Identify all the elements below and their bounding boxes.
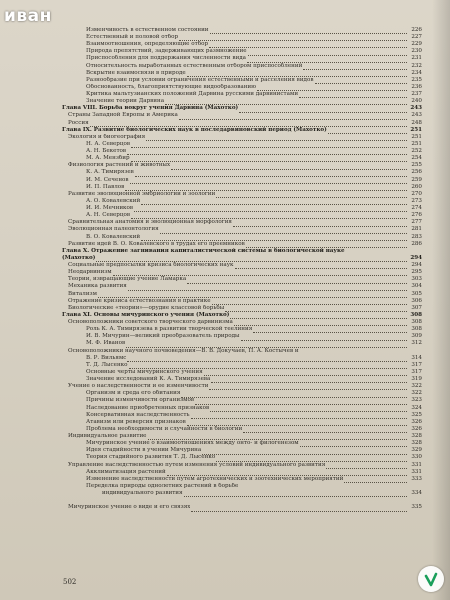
- toc-entry-title: Отражение кризиса естествознания в практике: [68, 297, 211, 304]
- toc-entry: [62, 162, 422, 169]
- toc-entry: [62, 234, 422, 241]
- toc-entry: [62, 469, 422, 476]
- toc-leader-dots: [211, 377, 407, 383]
- toc-entry: [62, 27, 422, 34]
- toc-entry: [62, 497, 422, 504]
- toc-entry: [62, 440, 422, 447]
- toc-leader-dots: [179, 114, 407, 120]
- toc-entry-page: 270: [411, 190, 422, 197]
- toc-entry: [62, 77, 422, 84]
- toc-entry-title: И. И. Мечников: [86, 205, 134, 212]
- toc-entry-page: 226: [411, 26, 422, 33]
- toc-entry: [62, 426, 422, 433]
- toc-entry: [62, 390, 422, 397]
- toc-entry: [62, 447, 422, 454]
- toc-entry: [62, 326, 422, 333]
- toc-entry-page: 331: [411, 461, 422, 468]
- toc-entry: [62, 376, 422, 383]
- toc-entry-page: 314: [411, 354, 422, 361]
- toc-leader-dots: [187, 278, 407, 284]
- toc-entry: [62, 291, 422, 298]
- toc-entry-page: 325: [411, 411, 422, 418]
- toc-entry-page: 312: [411, 340, 422, 347]
- toc-entry-page: 307: [411, 304, 422, 311]
- toc-leader-dots: [127, 149, 407, 155]
- toc-entry-title: Изменение наследственности путем агротехнических и зоотехнических мероприятий: [86, 475, 344, 482]
- toc-entry: [62, 113, 422, 120]
- toc-entry-page: 308: [410, 311, 422, 318]
- toc-entry: [62, 63, 422, 70]
- toc-entry: [62, 462, 422, 469]
- toc-entry-title: Эволюционная палеонтология: [68, 226, 159, 233]
- toc-entry-title: Учение о наследственности и ее изменчивости: [68, 383, 209, 390]
- toc-entry: [62, 105, 422, 112]
- toc-entry-page: 252: [411, 148, 422, 155]
- toc-entry-page: 322: [411, 383, 422, 390]
- toc-entry-title: Мичуринское учение о взаимоотношениях между онто- и филогенезом: [86, 440, 299, 447]
- toc-entry-title: Значение теории Дарвина: [86, 98, 165, 105]
- toc-entry-title: Природа препятствий, задерживающих размножение: [86, 48, 247, 55]
- toc-entry-page: 229: [411, 41, 422, 48]
- toc-entry-page: 317: [411, 368, 422, 375]
- toc-entry-page: 304: [411, 283, 422, 290]
- toc-entry-title: Основоположники научного почвоведения—В. В. Докучаев, П. А. Костычев и: [68, 347, 299, 354]
- toc-leader-dots: [204, 370, 407, 376]
- toc-entry-title: Относительность выработанных естественным отбором приспособлений: [86, 62, 303, 69]
- toc-entry-page: 235: [411, 76, 422, 83]
- toc-entry-page: 274: [411, 205, 422, 212]
- page-number: 502: [63, 578, 77, 586]
- toc-entry: [62, 405, 422, 412]
- toc-entry-title: Механика развития: [68, 283, 127, 290]
- toc-entry-title: Мичуринское учение о виде и его связях: [68, 504, 191, 511]
- toc-entry: [62, 276, 422, 283]
- toc-leader-dots: [235, 263, 408, 269]
- toc-entry: [62, 56, 422, 63]
- toc-entry-title: А. О. Ковалевский: [86, 197, 141, 204]
- toc-entry-page: 333: [411, 475, 422, 482]
- toc-entry-page: 306: [411, 297, 422, 304]
- toc-entry-title: Биологические «теории»—орудие классовой борьбы: [68, 304, 225, 311]
- toc-entry-page: 305: [411, 290, 422, 297]
- toc-entry-page: 322: [411, 390, 422, 397]
- toc-entry-title: Глава X. Отражение загнивания капиталистической системы в биологической науке: [62, 247, 345, 254]
- toc-entry-title: индивидуального развития: [102, 490, 183, 497]
- toc-entry-title: Развитие эволюционной эмбриологии и зоологии: [68, 190, 216, 197]
- toc-leader-dots: [131, 156, 407, 162]
- toc-entry: [62, 34, 422, 41]
- toc-leader-dots: [209, 384, 407, 390]
- toc-entry-title: Причины изменчивости организмов: [86, 397, 195, 404]
- toc-entry-page: 251: [411, 133, 422, 140]
- toc-entry-page: 317: [411, 361, 422, 368]
- toc-entry: [62, 476, 422, 483]
- toc-entry: [62, 483, 422, 490]
- toc-entry-title: Взаимоотношения, определяющие отбор: [86, 41, 209, 48]
- toc-entry: [62, 248, 422, 255]
- toc-leader-dots: [202, 449, 407, 455]
- toc-leader-dots: [181, 392, 407, 398]
- toc-entry-title: Переделка природы однолетних растений в борьбе: [86, 482, 239, 489]
- toc-entry-title: Приспособления для поддержания численности вида: [86, 55, 246, 62]
- toc-entry-page: 230: [411, 48, 422, 55]
- toc-entry-page: 286: [411, 240, 422, 247]
- toc-entry-page: 227: [411, 34, 422, 41]
- toc-entry-page: 273: [411, 197, 422, 204]
- toc-entry-title: Т. Д. Лысенко: [86, 361, 128, 368]
- toc-leader-dots: [234, 320, 407, 326]
- toc-entry: [62, 84, 422, 91]
- toc-entry-page: 334: [411, 490, 422, 497]
- toc-entry-page: 326: [411, 418, 422, 425]
- toc-entry-page: 328: [411, 440, 422, 447]
- toc-entry-page: 251: [410, 126, 422, 133]
- page-edge-shadow: [432, 0, 450, 600]
- toc-entry-title: Глава IX. Развитие биологических наук в последарвиновский период (Махотко): [62, 126, 327, 133]
- toc-entry-title: Глава XI. Основы мичуринского учения (Махотко): [62, 311, 230, 318]
- toc-entry-page: 248: [411, 119, 422, 126]
- toc-entry-page: 308: [411, 319, 422, 326]
- toc-entry-page: 326: [411, 425, 422, 432]
- toc-entry-title: М. А. Мензбир: [86, 155, 130, 162]
- toc-entry-page: 295: [411, 269, 422, 276]
- toc-entry-title: Управление наследственностью путем изменения условий индивидуального развития: [68, 461, 326, 468]
- toc-leader-dots: [141, 199, 407, 205]
- toc-entry-page: 254: [411, 155, 422, 162]
- watermark-logo: иван: [4, 6, 52, 26]
- toc-leader-dots: [160, 228, 407, 234]
- toc-entry-page: 328: [411, 433, 422, 440]
- toc-entry-page: 276: [411, 212, 422, 219]
- toc-entry: [62, 205, 422, 212]
- toc-entry: [62, 433, 422, 440]
- toc-entry-page: 260: [411, 183, 422, 190]
- toc-entry-title: Роль К. А. Тимирязева в развитии творческой теелиния: [86, 326, 253, 333]
- toc-entry-page: 331: [411, 468, 422, 475]
- toc-entry: [62, 341, 422, 348]
- toc-entry-page: 281: [411, 226, 422, 233]
- toc-entry: [62, 127, 422, 134]
- toc-leader-dots: [128, 285, 407, 291]
- toc-entry: [62, 398, 422, 405]
- toc-entry-page: 303: [411, 276, 422, 283]
- toc-leader-dots: [131, 142, 407, 148]
- toc-leader-dots: [127, 356, 407, 362]
- toc-entry-page: 236: [411, 83, 422, 90]
- toc-entry-title: А. Н. Северцов: [86, 212, 130, 219]
- toc-entry: [62, 155, 422, 162]
- toc-entry-title: Консервативная наследственность: [86, 411, 190, 418]
- toc-entry-title: Индивидуальное развитие: [68, 433, 147, 440]
- toc-leader-dots: [191, 506, 407, 512]
- toc-entry-page: 319: [411, 376, 422, 383]
- toc-entry: [62, 504, 422, 511]
- toc-leader-dots: [225, 306, 407, 312]
- toc-entry: [62, 148, 422, 155]
- toc-entry-title: Основоположники советского творческого дарвинизма: [68, 319, 233, 326]
- toc-entry-title: Разнообразие при условии ограничения естественными и расселения видов: [86, 76, 314, 83]
- toc-entry: [62, 383, 422, 390]
- toc-entry: [62, 241, 422, 248]
- toc-leader-dots: [241, 335, 408, 341]
- toc-entry-title: В. О. Ковалевский: [86, 233, 141, 240]
- toc-entry: [62, 177, 422, 184]
- toc-entry: [62, 455, 422, 462]
- toc-leader-dots: [216, 192, 407, 198]
- toc-leader-dots: [191, 413, 407, 419]
- toc-leader-dots: [210, 28, 407, 34]
- toc-entry-title: М. Ф. Иванов: [86, 340, 126, 347]
- toc-entry-title: Экология и биогеография: [68, 133, 146, 140]
- toc-entry: [62, 419, 422, 426]
- toc-entry: [62, 355, 422, 362]
- toc-entry-title: А. Н. Бекетов: [86, 148, 127, 155]
- toc-entry-page: 255: [411, 162, 422, 169]
- toc-entry: [62, 198, 422, 205]
- toc-entry-title: И. В. Мичурин—великий преобразователь природы: [86, 333, 240, 340]
- toc-entry-title: Изменчивость в естественном состоянии: [86, 26, 209, 33]
- table-of-contents: [62, 27, 422, 512]
- toc-leader-dots: [303, 64, 407, 70]
- toc-leader-dots: [135, 171, 407, 177]
- toc-entry-page: 324: [411, 404, 422, 411]
- toc-entry-title: Сравнительная анатомия и эволюционная морфология: [68, 219, 232, 226]
- toc-entry: [62, 219, 422, 226]
- toc-entry-title: Россия: [68, 119, 89, 126]
- toc-entry: [62, 319, 422, 326]
- toc-entry-page: 240: [411, 98, 422, 105]
- toc-leader-dots: [146, 135, 407, 141]
- toc-entry-page: 335: [411, 504, 422, 511]
- toc-entry: [62, 412, 422, 419]
- toc-entry-page: 308: [411, 326, 422, 333]
- toc-entry: [62, 48, 422, 55]
- toc-entry-page: 283: [411, 233, 422, 240]
- toc-entry-title: Наследование приобретенных признаков: [86, 404, 210, 411]
- toc-entry-title: Критика мальтузианских положений Дарвина русскими дарвинистами: [86, 91, 299, 98]
- toc-entry-title: Проблема необходимости и случайности в биологии: [86, 425, 243, 432]
- toc-entry: [62, 212, 422, 219]
- bazar-logo-icon: [418, 566, 444, 592]
- toc-entry-title: В. Р. Вильямс: [86, 354, 127, 361]
- toc-entry-page: 232: [411, 62, 422, 69]
- toc-entry: [62, 255, 422, 262]
- toc-entry: [62, 70, 422, 77]
- toc-entry-page: 251: [411, 140, 422, 147]
- toc-leader-dots: [248, 50, 407, 56]
- toc-entry: [62, 134, 422, 141]
- toc-entry: [62, 305, 422, 312]
- toc-entry-page: 259: [411, 176, 422, 183]
- toc-leader-dots: [243, 427, 407, 433]
- toc-entry: [62, 184, 422, 191]
- toc-entry: [62, 262, 422, 269]
- toc-entry-title: Атавизм или реверсия признаков: [86, 418, 186, 425]
- toc-entry: [62, 333, 422, 340]
- toc-entry-page: 256: [411, 169, 422, 176]
- toc-entry: [62, 284, 422, 291]
- toc-entry-title: Вскрытие взаимосвязи в природе: [86, 69, 186, 76]
- toc-leader-dots: [171, 164, 407, 170]
- toc-entry: [62, 269, 422, 276]
- toc-entry-title: Глава VIII. Борьба вокруг учения Дарвина (Махотко): [62, 105, 239, 112]
- toc-entry: [62, 98, 422, 105]
- toc-entry-page: 323: [411, 397, 422, 404]
- toc-entry-page: 234: [411, 69, 422, 76]
- toc-entry-title: Витализм: [68, 290, 97, 297]
- toc-leader-dots: [130, 178, 407, 184]
- toc-entry-title: Акклиматизация растений: [86, 468, 166, 475]
- toc-entry-page: 309: [411, 333, 422, 340]
- toc-entry: [62, 120, 422, 127]
- toc-entry-title: Развитие идей В. О. Ковалевского в трудах его преемников: [68, 240, 245, 247]
- toc-entry-page: 330: [411, 454, 422, 461]
- toc-leader-dots: [134, 206, 407, 212]
- toc-entry: [62, 298, 422, 305]
- toc-entry: [62, 191, 422, 198]
- toc-entry-page: 237: [411, 91, 422, 98]
- toc-leader-dots: [179, 35, 407, 41]
- toc-leader-dots: [299, 92, 407, 98]
- toc-entry-title: Теория стадийного развития Т. Д. Лысенко: [86, 454, 216, 461]
- toc-entry-page: 294: [411, 262, 422, 269]
- toc-entry: [62, 41, 422, 48]
- toc-entry-page: 294: [410, 254, 422, 261]
- toc-entry: [62, 141, 422, 148]
- toc-entry-title: И. П. Павлов: [86, 183, 125, 190]
- toc-entry-title: Идея стадийности в учении Мичурина: [86, 447, 202, 454]
- toc-entry-title: Теории, извращающие учение Ламарка: [68, 276, 187, 283]
- toc-entry-title: И. М. Сеченов: [86, 176, 129, 183]
- toc-entry-title: Естественный и половой отбор: [86, 34, 179, 41]
- toc-entry-title: Страны Западной Европы и Америка: [68, 112, 178, 119]
- toc-entry-title: К. А. Тимирязев: [86, 169, 134, 176]
- toc-entry: [62, 91, 422, 98]
- toc-leader-dots: [315, 78, 407, 84]
- toc-leader-dots: [326, 463, 407, 469]
- toc-entry: [62, 490, 422, 497]
- toc-entry: [62, 369, 422, 376]
- toc-leader-dots: [184, 491, 407, 497]
- toc-entry-title: Н. А. Северцов: [86, 140, 130, 147]
- toc-entry-page: 243: [410, 105, 422, 112]
- toc-entry-page: 329: [411, 447, 422, 454]
- toc-entry-title: (Махотко): [62, 254, 96, 261]
- toc-entry-title: Значение исследований К. А. Тимирязева: [86, 376, 211, 383]
- toc-leader-dots: [300, 441, 407, 447]
- toc-entry-page: 277: [411, 219, 422, 226]
- toc-leader-dots: [195, 399, 407, 405]
- toc-entry-title: Основные черты мичуринского учения: [86, 368, 203, 375]
- toc-leader-dots: [344, 477, 407, 483]
- toc-entry-title: Организм и среда его обитания: [86, 390, 181, 397]
- toc-entry-title: Неодарвинизм: [68, 269, 112, 276]
- toc-entry: [62, 170, 422, 177]
- toc-entry: [62, 362, 422, 369]
- toc-leader-dots: [253, 327, 407, 333]
- toc-leader-dots: [210, 406, 407, 412]
- toc-leader-dots: [239, 107, 407, 113]
- toc-entry: [62, 348, 422, 355]
- toc-entry-title: Физиология растений и животных: [68, 162, 171, 169]
- toc-leader-dots: [328, 128, 407, 134]
- toc-leader-dots: [230, 313, 407, 319]
- toc-entry: [62, 312, 422, 319]
- toc-entry-title: Обоснованность, благоприятствующие видообразованию: [86, 83, 257, 90]
- toc-entry-title: Социальные предпосылки кризиса биологических наук: [68, 262, 234, 269]
- toc-entry-page: 231: [411, 55, 422, 62]
- toc-entry: [62, 227, 422, 234]
- toc-leader-dots: [212, 299, 407, 305]
- toc-leader-dots: [233, 221, 407, 227]
- toc-entry-page: 243: [411, 112, 422, 119]
